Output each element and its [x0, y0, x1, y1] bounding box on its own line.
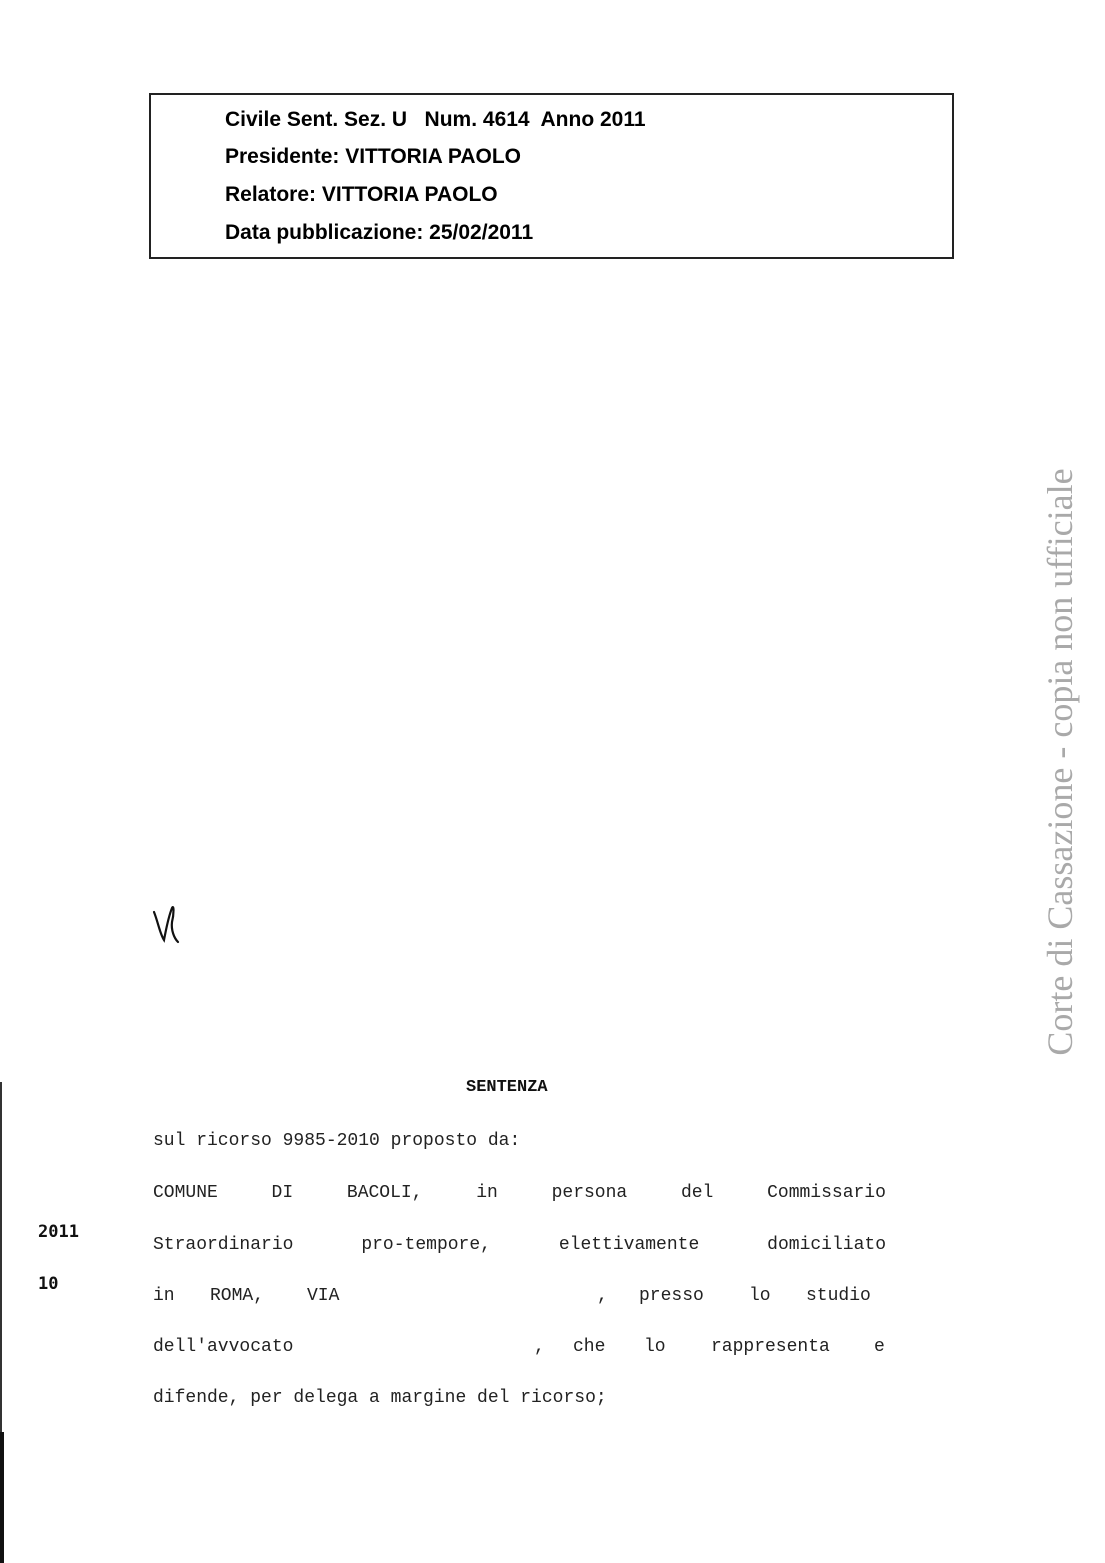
word: pro-tempore,	[361, 1235, 491, 1255]
word: in	[476, 1183, 498, 1203]
header-box	[149, 93, 954, 259]
watermark: Corte di Cassazione - copia non ufficiale	[1040, 468, 1080, 1056]
page-margin-rule-thick	[0, 1432, 4, 1563]
body-line-3	[153, 1234, 886, 1256]
body-line-1: sul ricorso 9985-2010 proposto da:	[153, 1131, 521, 1151]
word: ,	[597, 1286, 608, 1306]
word: COMUNE	[153, 1183, 218, 1203]
word: dell'avvocato	[153, 1337, 294, 1357]
header-sentence-info: Civile Sent. Sez. U Num. 4614 Anno 2011	[225, 108, 646, 131]
word: ROMA,	[210, 1286, 265, 1306]
word: presso	[639, 1286, 704, 1306]
word: DI	[271, 1183, 294, 1203]
word: VIA	[307, 1286, 340, 1306]
word: ,	[534, 1337, 545, 1357]
word: persona	[551, 1183, 628, 1203]
word: elettivamente	[558, 1235, 700, 1255]
word: BACOLI,	[346, 1183, 423, 1203]
word: lo	[644, 1337, 666, 1357]
word: lo	[749, 1286, 771, 1306]
header-data-pubblicazione: Data pubblicazione: 25/02/2011	[225, 221, 534, 244]
word: Straordinario	[153, 1235, 294, 1255]
word: del	[680, 1183, 714, 1203]
word: domiciliato	[767, 1235, 886, 1255]
word: Commissario	[767, 1183, 886, 1203]
header-presidente: Presidente: VITTORIA PAOLO	[225, 145, 521, 168]
word: in	[153, 1286, 175, 1306]
header-relatore: Relatore: VITTORIA PAOLO	[225, 183, 498, 206]
word: rappresenta	[711, 1337, 830, 1357]
margin-number: 10	[38, 1274, 59, 1294]
word: e	[874, 1337, 885, 1357]
word: che	[573, 1337, 606, 1357]
word: studio	[806, 1286, 871, 1306]
document-title: SENTENZA	[466, 1078, 548, 1097]
handwritten-initial	[150, 900, 184, 946]
margin-year: 2011	[38, 1222, 79, 1242]
body-line-6: difende, per delega a margine del ricorso;	[153, 1388, 607, 1408]
body-line-2	[153, 1182, 886, 1204]
